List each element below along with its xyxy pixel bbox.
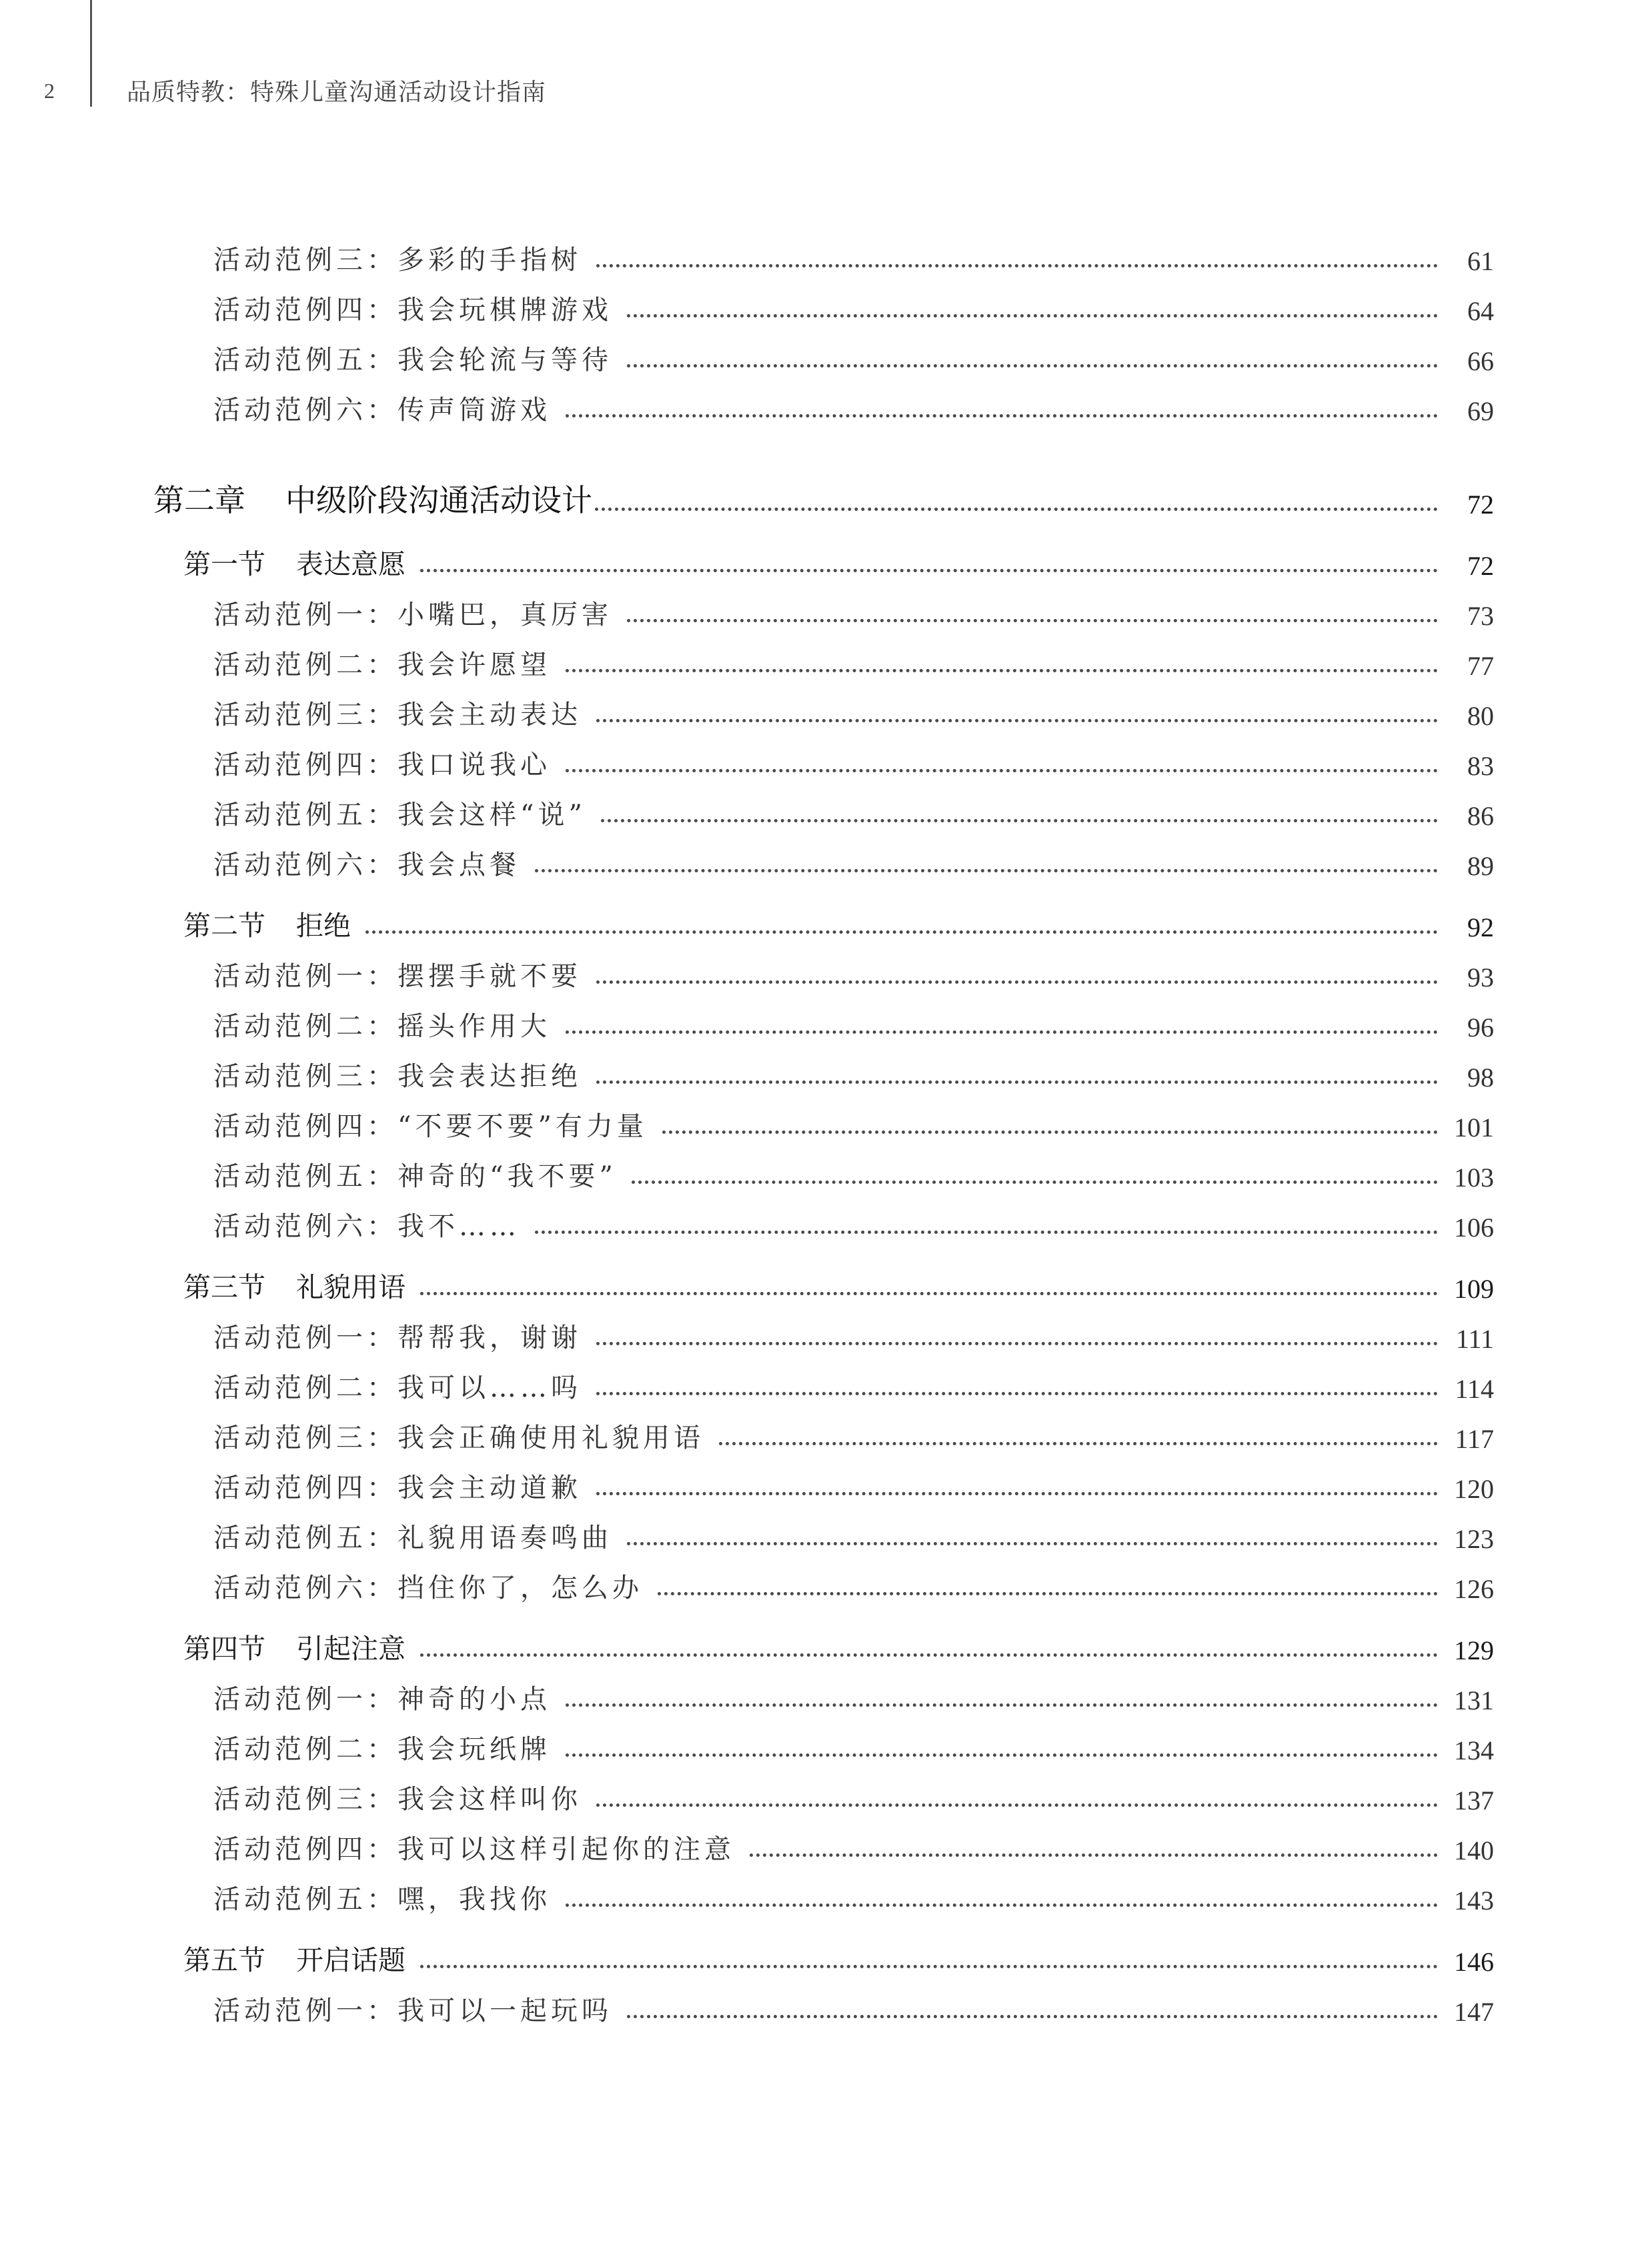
dot-leader — [420, 1653, 1438, 1657]
toc-item-label: 活动范例五：我会这样“说” — [213, 800, 586, 830]
toc-item-label: 活动范例六：我不…… — [213, 1211, 520, 1242]
dot-leader — [566, 1703, 1438, 1707]
toc-item[interactable] — [153, 1143, 1494, 1193]
toc-item[interactable] — [153, 682, 1494, 732]
dot-leader — [596, 1080, 1438, 1084]
toc-item-page: 80 — [1467, 701, 1494, 731]
toc-chapter[interactable] — [153, 463, 1494, 520]
table-of-contents — [153, 227, 1494, 2028]
toc-item[interactable] — [153, 832, 1494, 882]
toc-item-label: 活动范例四：我会玩棋牌游戏 — [213, 295, 612, 325]
dot-leader — [595, 508, 1438, 511]
toc-item[interactable] — [153, 782, 1494, 832]
dot-leader — [596, 264, 1438, 267]
dot-leader — [627, 2015, 1438, 2018]
toc-item-label: 活动范例四：我会主动道歉 — [213, 1473, 582, 1503]
toc-item-label: 活动范例五：嘿，我找你 — [213, 1884, 551, 1915]
toc-chapter-page: 72 — [1467, 490, 1494, 520]
toc-item-page: 66 — [1467, 346, 1494, 376]
toc-item[interactable] — [153, 1866, 1494, 1916]
toc-item-page: 93 — [1467, 962, 1494, 992]
toc-section[interactable] — [153, 1605, 1494, 1666]
toc-section[interactable] — [153, 1916, 1494, 1978]
toc-item-label: 活动范例二：摇头作用大 — [213, 1011, 551, 1042]
dot-leader — [596, 1342, 1438, 1345]
toc-section-label — [183, 1265, 405, 1305]
toc-section[interactable] — [153, 520, 1494, 582]
toc-item[interactable] — [153, 632, 1494, 682]
toc-item-label: 活动范例一：神奇的小点 — [213, 1684, 551, 1715]
toc-item-page: 69 — [1467, 396, 1494, 426]
toc-section-page: 92 — [1467, 912, 1494, 942]
toc-item[interactable] — [153, 1455, 1494, 1505]
dot-leader — [566, 414, 1438, 418]
toc-item[interactable] — [153, 582, 1494, 632]
toc-section-page: 146 — [1454, 1947, 1494, 1977]
dot-leader — [627, 314, 1438, 317]
toc-item[interactable] — [153, 1093, 1494, 1143]
section-number: 第四节 — [183, 1633, 265, 1665]
chapter-title: 中级阶段沟通活动设计 — [285, 482, 592, 518]
toc-item-page: 106 — [1454, 1213, 1494, 1243]
dot-leader — [420, 569, 1438, 572]
dot-leader — [365, 930, 1438, 934]
page-number: 2 — [44, 79, 55, 103]
toc-section-label — [183, 542, 405, 582]
toc-item[interactable] — [153, 1405, 1494, 1455]
toc-item[interactable] — [153, 993, 1494, 1043]
dot-leader — [596, 1492, 1438, 1495]
dot-leader — [596, 719, 1438, 722]
dot-leader — [566, 669, 1438, 672]
dot-leader — [719, 1442, 1438, 1445]
toc-item-label: 活动范例五：我会轮流与等待 — [213, 345, 612, 376]
dot-leader — [566, 769, 1438, 772]
toc-item-page: 134 — [1454, 1735, 1494, 1765]
dot-leader — [596, 1392, 1438, 1395]
toc-item[interactable] — [153, 1043, 1494, 1093]
toc-item-page: 126 — [1454, 1574, 1494, 1604]
toc-item[interactable] — [153, 1305, 1494, 1355]
toc-item-label: 活动范例三：多彩的手指树 — [213, 245, 582, 275]
dot-leader — [627, 619, 1438, 622]
toc-item-page: 120 — [1454, 1474, 1494, 1504]
toc-chapter-label — [153, 476, 592, 520]
toc-item-page: 103 — [1454, 1163, 1494, 1193]
section-title: 拒绝 — [296, 910, 351, 942]
dot-leader — [566, 1904, 1438, 1907]
toc-item-label: 活动范例六：我会点餐 — [213, 850, 520, 880]
toc-item-label: 活动范例一：小嘴巴，真厉害 — [213, 600, 612, 630]
toc-section-page: 72 — [1467, 551, 1494, 581]
toc-item-label: 活动范例三：我会这样叫你 — [213, 1784, 582, 1815]
section-number: 第一节 — [183, 548, 265, 580]
dot-leader — [658, 1592, 1438, 1595]
toc-item[interactable] — [153, 1766, 1494, 1816]
dot-leader — [535, 1231, 1438, 1234]
dot-leader — [596, 980, 1438, 984]
toc-item-label: 活动范例一：我可以一起玩吗 — [213, 1996, 612, 2026]
toc-item-page: 86 — [1467, 801, 1494, 831]
toc-item[interactable] — [153, 377, 1494, 427]
toc-item-page: 143 — [1454, 1886, 1494, 1916]
toc-item-page: 89 — [1467, 851, 1494, 881]
toc-item-label: 活动范例三：我会正确使用礼貌用语 — [213, 1423, 704, 1453]
dot-leader — [750, 1853, 1438, 1857]
dot-leader — [535, 869, 1438, 872]
toc-item-label: 活动范例一：帮帮我，谢谢 — [213, 1323, 582, 1353]
toc-section-label — [183, 1627, 405, 1666]
dot-leader — [420, 1292, 1438, 1295]
toc-item-label: 活动范例五：礼貌用语奏鸣曲 — [213, 1523, 612, 1553]
dot-leader — [632, 1181, 1438, 1184]
dot-leader — [601, 819, 1438, 822]
toc-item[interactable] — [153, 1816, 1494, 1866]
toc-section-page: 129 — [1454, 1635, 1494, 1665]
toc-item-page: 111 — [1455, 1324, 1494, 1354]
toc-item-page: 98 — [1467, 1062, 1494, 1092]
toc-item-page: 123 — [1454, 1524, 1494, 1554]
toc-item-page: 64 — [1467, 296, 1494, 326]
section-title: 礼貌用语 — [296, 1271, 405, 1303]
toc-item-page: 101 — [1454, 1112, 1494, 1143]
section-title: 表达意愿 — [296, 548, 405, 580]
toc-item-page: 137 — [1454, 1785, 1494, 1815]
toc-item[interactable] — [153, 732, 1494, 782]
toc-item-label: 活动范例二：我会许愿望 — [213, 650, 551, 680]
toc-section[interactable] — [153, 1243, 1494, 1305]
toc-item-label: 活动范例三：我会表达拒绝 — [213, 1061, 582, 1092]
section-number: 第二节 — [183, 910, 265, 942]
section-number: 第三节 — [183, 1271, 265, 1303]
running-title: 品质特教：特殊儿童沟通活动设计指南 — [127, 79, 547, 106]
dot-leader — [596, 1803, 1438, 1807]
toc-item-label: 活动范例六：挡住你了，怎么办 — [213, 1573, 643, 1603]
toc-item-page: 147 — [1454, 1997, 1494, 2027]
toc-item[interactable] — [153, 1666, 1494, 1716]
toc-item-label: 活动范例二：我会玩纸牌 — [213, 1734, 551, 1765]
toc-section[interactable] — [153, 882, 1494, 943]
toc-item-label: 活动范例三：我会主动表达 — [213, 700, 582, 730]
dot-leader — [662, 1131, 1438, 1134]
dot-leader — [420, 1965, 1438, 1968]
dot-leader — [627, 1542, 1438, 1545]
toc-item-page: 117 — [1455, 1424, 1494, 1454]
chapter-number: 第二章 — [153, 482, 245, 518]
toc-item[interactable] — [153, 277, 1494, 327]
toc-item-page: 83 — [1467, 751, 1494, 781]
toc-item[interactable] — [153, 1978, 1494, 2028]
header-divider — [90, 0, 92, 107]
toc-item[interactable] — [153, 1555, 1494, 1605]
toc-item[interactable] — [153, 1355, 1494, 1405]
toc-item-page: 73 — [1467, 601, 1494, 631]
toc-item[interactable] — [153, 227, 1494, 277]
toc-item-label: 活动范例四：“不要不要”有力量 — [213, 1111, 648, 1142]
toc-item[interactable] — [153, 327, 1494, 377]
toc-item-label: 活动范例四：我可以这样引起你的注意 — [213, 1834, 735, 1865]
toc-section-label — [183, 904, 351, 943]
toc-item-label: 活动范例六：传声筒游戏 — [213, 395, 551, 426]
toc-item-page: 140 — [1454, 1835, 1494, 1865]
toc-item[interactable] — [153, 1193, 1494, 1243]
toc-item-page: 131 — [1454, 1685, 1494, 1715]
toc-item-page: 114 — [1455, 1374, 1494, 1404]
toc-item[interactable] — [153, 943, 1494, 993]
section-number: 第五节 — [183, 1944, 265, 1976]
toc-item-label: 活动范例五：神奇的“我不要” — [213, 1161, 617, 1192]
toc-item-label: 活动范例一：摆摆手就不要 — [213, 961, 582, 992]
toc-item-page: 61 — [1467, 246, 1494, 276]
section-title: 引起注意 — [296, 1633, 405, 1665]
toc-item[interactable] — [153, 1505, 1494, 1555]
toc-item-label: 活动范例四：我口说我心 — [213, 750, 551, 780]
toc-item-page: 77 — [1467, 651, 1494, 681]
toc-item-label: 活动范例二：我可以……吗 — [213, 1373, 582, 1403]
dot-leader — [566, 1753, 1438, 1757]
toc-section-page: 109 — [1454, 1274, 1494, 1304]
toc-item[interactable] — [153, 1716, 1494, 1766]
toc-section-label — [183, 1938, 405, 1978]
section-title: 开启话题 — [296, 1944, 405, 1976]
dot-leader — [566, 1030, 1438, 1034]
dot-leader — [627, 364, 1438, 367]
toc-item-page: 96 — [1467, 1012, 1494, 1042]
